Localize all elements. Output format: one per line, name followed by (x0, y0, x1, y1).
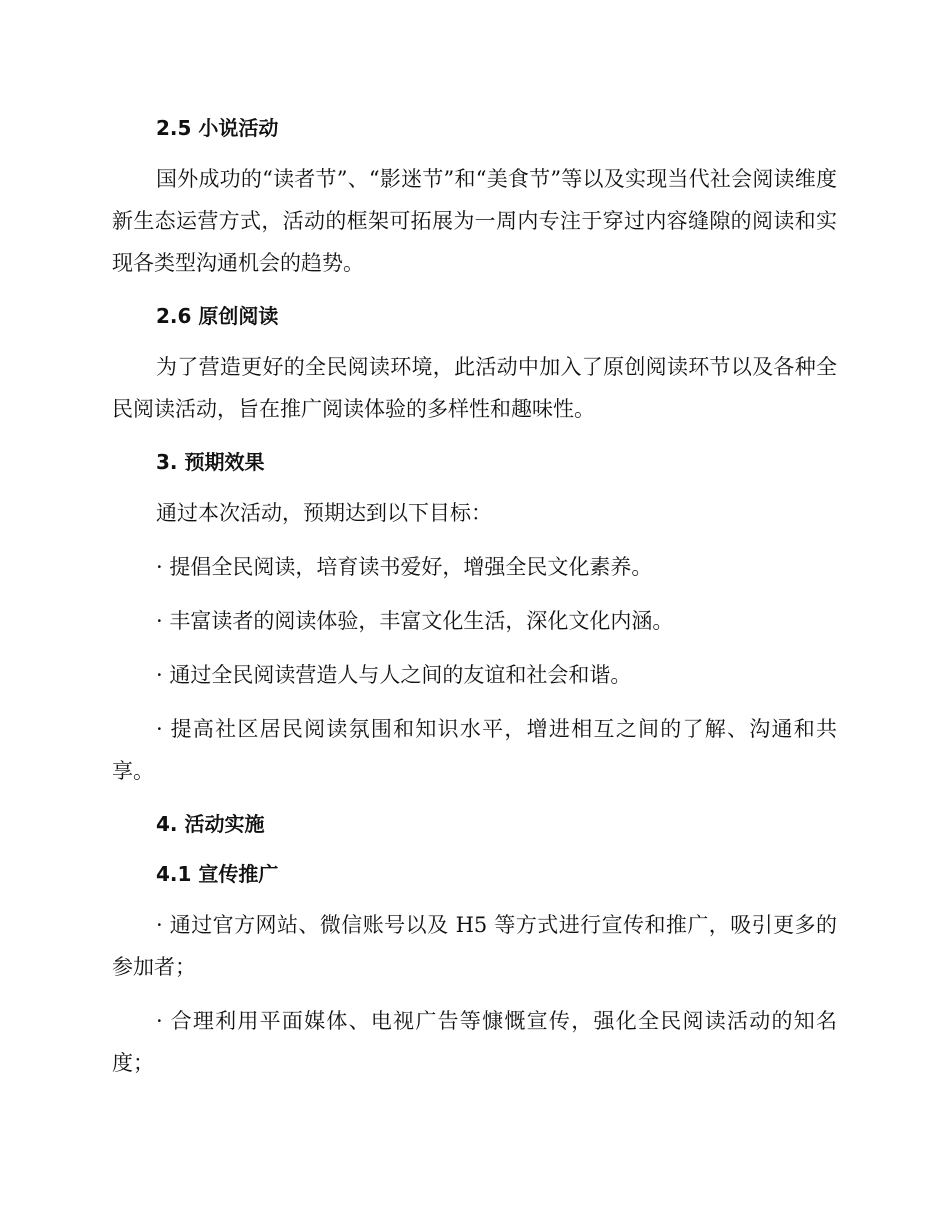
list-item: · 提倡全民阅读，培育读书爱好，增强全民文化素养。 (156, 555, 653, 579)
list-item: · 合理利用平面媒体、电视广告等慷慨宣传，强化全民阅读活动的知名度； (112, 1009, 837, 1075)
document-body (112, 108, 837, 1096)
paragraph-2-5: 国外成功的“读者节”、“影迷节”和“美食节”等以及实现当代社会阅读维度新生态运营方式，活动的框架可拓展为一周内专注于穿过内容缝隙的阅读和实现各类型沟通机会的趋势。 (112, 167, 837, 275)
list-item: · 丰富读者的阅读体验，丰富文化生活，深化文化内涵。 (156, 609, 674, 633)
heading-3: 3. 预期效果 (156, 450, 265, 474)
heading-2-5: 2.5 小说活动 (156, 116, 279, 140)
list-item: · 通过官方网站、微信账号以及 H5 等方式进行宣传和推广，吸引更多的参加者； (112, 913, 837, 979)
heading-4: 4. 活动实施 (156, 812, 265, 836)
paragraph-3-intro: 通过本次活动，预期达到以下目标： (156, 501, 492, 525)
heading-2-6: 2.6 原创阅读 (156, 304, 279, 328)
paragraph-2-6: 为了营造更好的全民阅读环境，此活动中加入了原创阅读环节以及各种全民阅读活动，旨在推广阅读体验的多样性和趣味性。 (112, 355, 837, 421)
list-item: · 通过全民阅读营造人与人之间的友谊和社会和谐。 (156, 663, 632, 687)
list-item: · 提高社区居民阅读氛围和知识水平，增进相互之间的了解、沟通和共享。 (112, 717, 837, 783)
heading-4-1: 4.1 宣传推广 (156, 862, 279, 886)
